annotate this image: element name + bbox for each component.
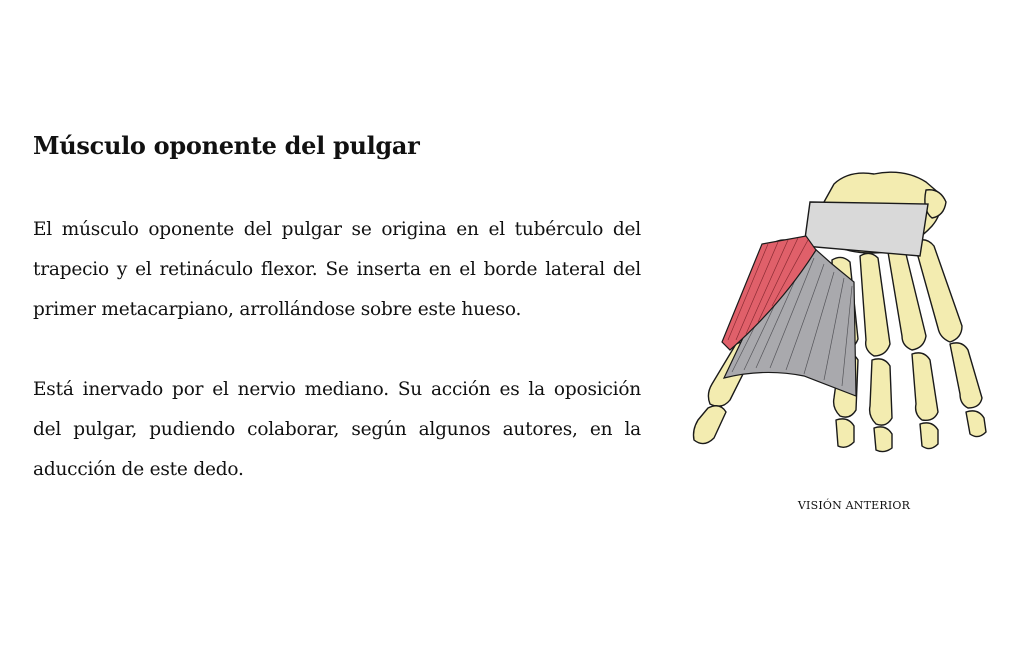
figure-caption: VISIÓN ANTERIOR <box>797 499 911 512</box>
hand-illustration <box>664 164 1000 454</box>
paragraph-innervation-action: Está inervado por el nervio mediano. Su acción es la oposición del pulgar, pudiendo colaborar, según algunos autores, en la aducción de este dedo. <box>33 379 641 480</box>
article-body <box>33 210 641 490</box>
hand-anatomy-figure <box>664 164 1000 524</box>
paragraph-origin-insertion: El músculo oponente del pulgar se origina en el tubérculo del trapecio y el retináculo flexor. Se inserta en el borde lateral del primer metacarpiano, arrollándose sobre este hueso. <box>33 219 641 320</box>
page-title: Músculo oponente del pulgar <box>33 131 420 160</box>
